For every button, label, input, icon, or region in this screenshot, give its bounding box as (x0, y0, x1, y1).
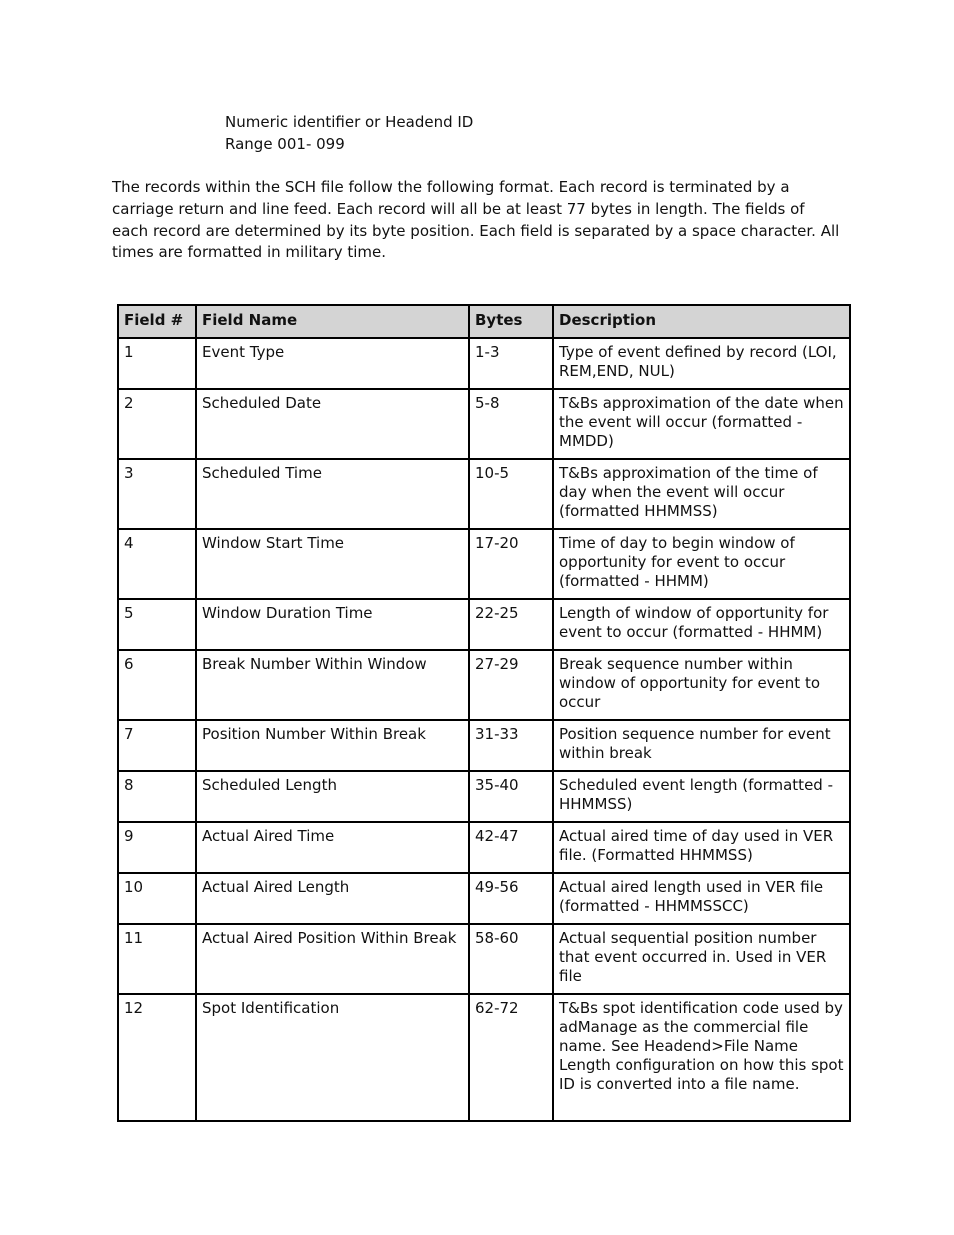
field-description: T&Bs approximation of the time of day when the event will occur (formatted HHMMSS) (553, 459, 850, 529)
field-bytes: 27-29 (469, 650, 553, 720)
field-description: Length of window of opportunity for event to occur (formatted - HHMM) (553, 599, 850, 650)
field-bytes: 17-20 (469, 529, 553, 599)
sch-record-format-table (117, 304, 851, 1122)
field-description: Actual sequential position number that event occurred in. Used in VER file (553, 924, 850, 994)
field-name: Actual Aired Position Within Break (196, 924, 469, 994)
field-number: 11 (118, 924, 196, 994)
table-row (118, 822, 850, 873)
table-row (118, 771, 850, 822)
field-bytes: 22-25 (469, 599, 553, 650)
field-number: 6 (118, 650, 196, 720)
field-bytes: 5-8 (469, 389, 553, 459)
field-bytes: 62-72 (469, 994, 553, 1121)
field-number: 4 (118, 529, 196, 599)
field-name: Position Number Within Break (196, 720, 469, 771)
field-number: 8 (118, 771, 196, 822)
field-name: Event Type (196, 338, 469, 389)
table-row (118, 924, 850, 994)
headend-id-description: Numeric identifier or Headend ID (225, 113, 474, 131)
table-row (118, 994, 850, 1121)
field-description: T&Bs spot identification code used by adManage as the commercial file name. See Headend>File Name Length configuration on how this spot ID is converted into a file name. (553, 994, 850, 1121)
field-number: 9 (118, 822, 196, 873)
table-row (118, 873, 850, 924)
field-description: Break sequence number within window of opportunity for event to occur (553, 650, 850, 720)
field-name: Spot Identification (196, 994, 469, 1121)
field-description: Type of event defined by record (LOI, REM,END, NUL) (553, 338, 850, 389)
table-row (118, 389, 850, 459)
table-row (118, 338, 850, 389)
field-bytes: 49-56 (469, 873, 553, 924)
field-name: Scheduled Time (196, 459, 469, 529)
field-description: Position sequence number for event within break (553, 720, 850, 771)
field-name: Break Number Within Window (196, 650, 469, 720)
field-number: 10 (118, 873, 196, 924)
field-description: Actual aired length used in VER file (formatted - HHMMSSCC) (553, 873, 850, 924)
format-description-paragraph: The records within the SCH file follow the following format. Each record is terminated by a carriage return and line feed. Each record will all be at least 77 bytes in length. The fields of each record are determined by its byte position. Each field is separated by a space character. All times are formatted in military time. (112, 178, 840, 262)
field-description: Actual aired time of day used in VER file. (Formatted HHMMSS) (553, 822, 850, 873)
field-number: 5 (118, 599, 196, 650)
field-name: Actual Aired Length (196, 873, 469, 924)
field-number: 2 (118, 389, 196, 459)
table-row (118, 599, 850, 650)
field-description: Time of day to begin window of opportunity for event to occur (formatted - HHMM) (553, 529, 850, 599)
table-row (118, 650, 850, 720)
field-bytes: 31-33 (469, 720, 553, 771)
table-header-row (118, 305, 850, 338)
header-field-number: Field # (118, 305, 196, 338)
header-bytes: Bytes (469, 305, 553, 338)
field-bytes: 42-47 (469, 822, 553, 873)
field-description: T&Bs approximation of the date when the event will occur (formatted - MMDD) (553, 389, 850, 459)
field-name: Scheduled Length (196, 771, 469, 822)
field-bytes: 58-60 (469, 924, 553, 994)
field-name: Window Start Time (196, 529, 469, 599)
headend-id-note (225, 111, 473, 155)
header-description: Description (553, 305, 850, 338)
field-bytes: 35-40 (469, 771, 553, 822)
table-row (118, 529, 850, 599)
field-name: Scheduled Date (196, 389, 469, 459)
field-bytes: 1-3 (469, 338, 553, 389)
header-field-name: Field Name (196, 305, 469, 338)
field-number: 7 (118, 720, 196, 771)
field-description: Scheduled event length (formatted - HHMMSS) (553, 771, 850, 822)
field-number: 12 (118, 994, 196, 1121)
field-name: Actual Aired Time (196, 822, 469, 873)
table-row (118, 720, 850, 771)
field-number: 1 (118, 338, 196, 389)
field-bytes: 10-5 (469, 459, 553, 529)
field-name: Window Duration Time (196, 599, 469, 650)
headend-id-range: Range 001- 099 (225, 135, 345, 153)
table-row (118, 459, 850, 529)
field-number: 3 (118, 459, 196, 529)
